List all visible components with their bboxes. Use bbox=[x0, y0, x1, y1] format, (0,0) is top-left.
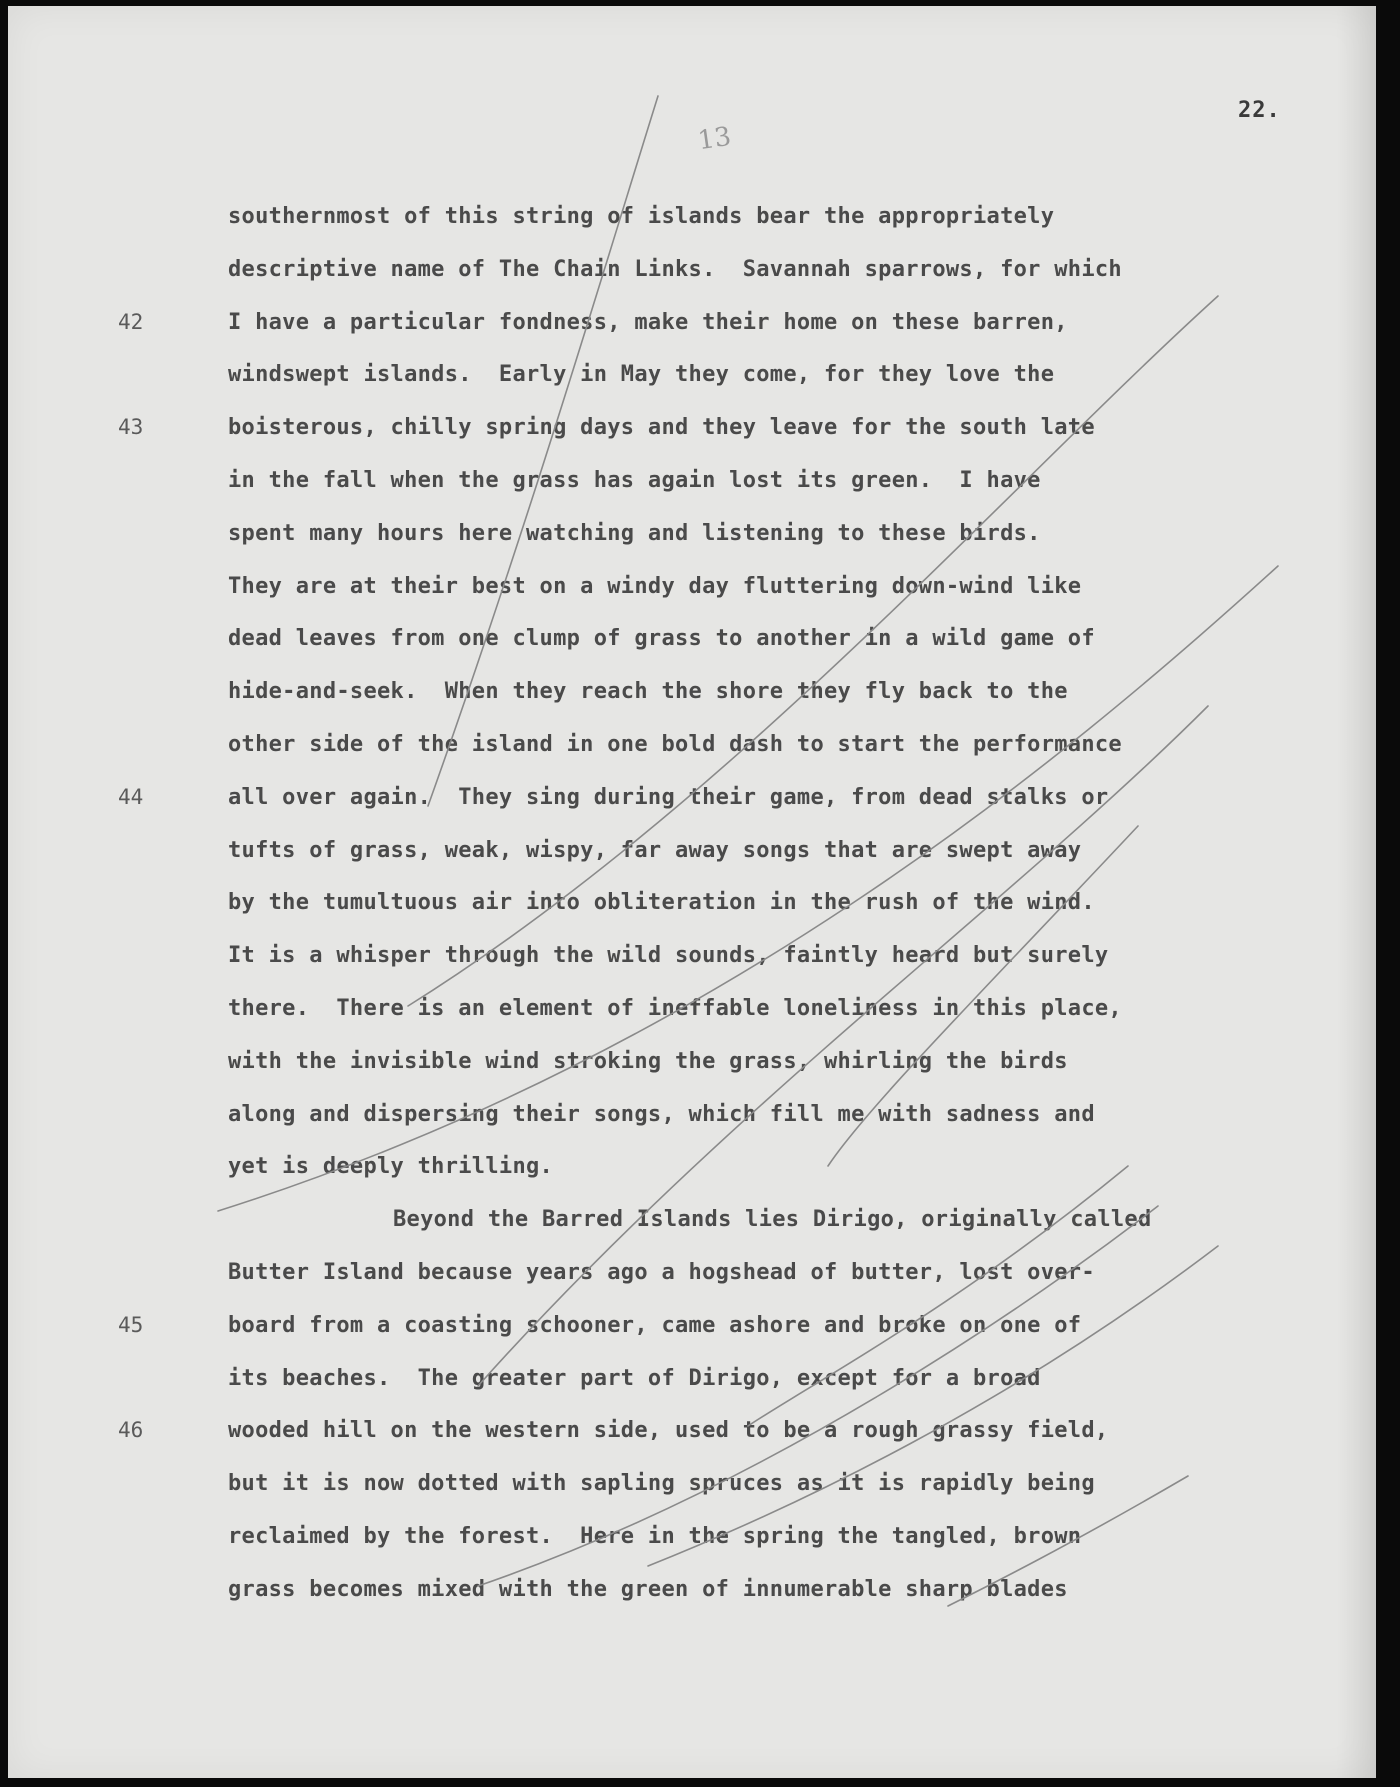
text-line: with the invisible wind stroking the grass, whirling the birds bbox=[228, 1048, 1068, 1074]
text-line: grass becomes mixed with the green of innumerable sharp blades bbox=[228, 1576, 1068, 1602]
page-edge-shadow bbox=[1336, 6, 1376, 1778]
text-line: boisterous, chilly spring days and they leave for the south late bbox=[228, 415, 1095, 441]
pencil-note: 13 bbox=[696, 121, 734, 157]
text-line: I have a particular fondness, make their home on these barren, bbox=[228, 309, 1068, 335]
text-line: wooded hill on the western side, used to be a rough grassy field, bbox=[228, 1418, 1109, 1444]
text-line: tufts of grass, weak, wispy, far away songs that are swept away bbox=[228, 837, 1082, 863]
text-line: windswept islands. Early in May they come, for they love the bbox=[228, 362, 1055, 388]
text-line: dead leaves from one clump of grass to another in a wild game of bbox=[228, 626, 1095, 652]
text-line: its beaches. The greater part of Dirigo, except for a broad bbox=[228, 1365, 1041, 1391]
text-line: hide-and-seek. When they reach the shore they fly back to the bbox=[228, 679, 1068, 705]
text-line: reclaimed by the forest. Here in the spring the tangled, brown bbox=[228, 1523, 1082, 1549]
text-line: other side of the island in one bold dash to start the performance bbox=[228, 731, 1122, 757]
margin-line-number: 44 bbox=[118, 784, 144, 809]
margin-line-number: 46 bbox=[118, 1418, 144, 1443]
text-line: but it is now dotted with sapling spruces as it is rapidly being bbox=[228, 1471, 1095, 1497]
margin-line-number: 43 bbox=[118, 415, 144, 440]
text-line: there. There is an element of ineffable loneliness in this place, bbox=[228, 995, 1122, 1021]
text-line: in the fall when the grass has again lost its green. I have bbox=[228, 467, 1041, 493]
text-line: yet is deeply thrilling. bbox=[228, 1154, 554, 1180]
text-line: board from a coasting schooner, came ashore and broke on one of bbox=[228, 1312, 1082, 1338]
margin-line-number: 45 bbox=[118, 1312, 144, 1337]
page-number: 22. bbox=[1238, 98, 1281, 123]
document-page bbox=[8, 6, 1376, 1778]
text-line: They are at their best on a windy day fluttering down-wind like bbox=[228, 573, 1082, 599]
text-line: all over again. They sing during their game, from dead stalks or bbox=[228, 784, 1109, 810]
text-line: along and dispersing their songs, which fill me with sadness and bbox=[228, 1101, 1095, 1127]
text-line: by the tumultuous air into obliteration in the rush of the wind. bbox=[228, 890, 1095, 916]
text-line: Butter Island because years ago a hogshead of butter, lost over- bbox=[228, 1259, 1095, 1285]
text-line: Beyond the Barred Islands lies Dirigo, originally called bbox=[393, 1207, 1152, 1233]
body-text bbox=[228, 202, 1328, 1628]
text-line: southernmost of this string of islands bear the appropriately bbox=[228, 204, 1055, 229]
text-line: spent many hours here watching and listening to these birds. bbox=[228, 520, 1041, 546]
text-line: It is a whisper through the wild sounds, faintly heard but surely bbox=[228, 943, 1109, 969]
margin-line-number: 42 bbox=[118, 309, 144, 334]
text-line: descriptive name of The Chain Links. Savannah sparrows, for which bbox=[228, 256, 1122, 282]
